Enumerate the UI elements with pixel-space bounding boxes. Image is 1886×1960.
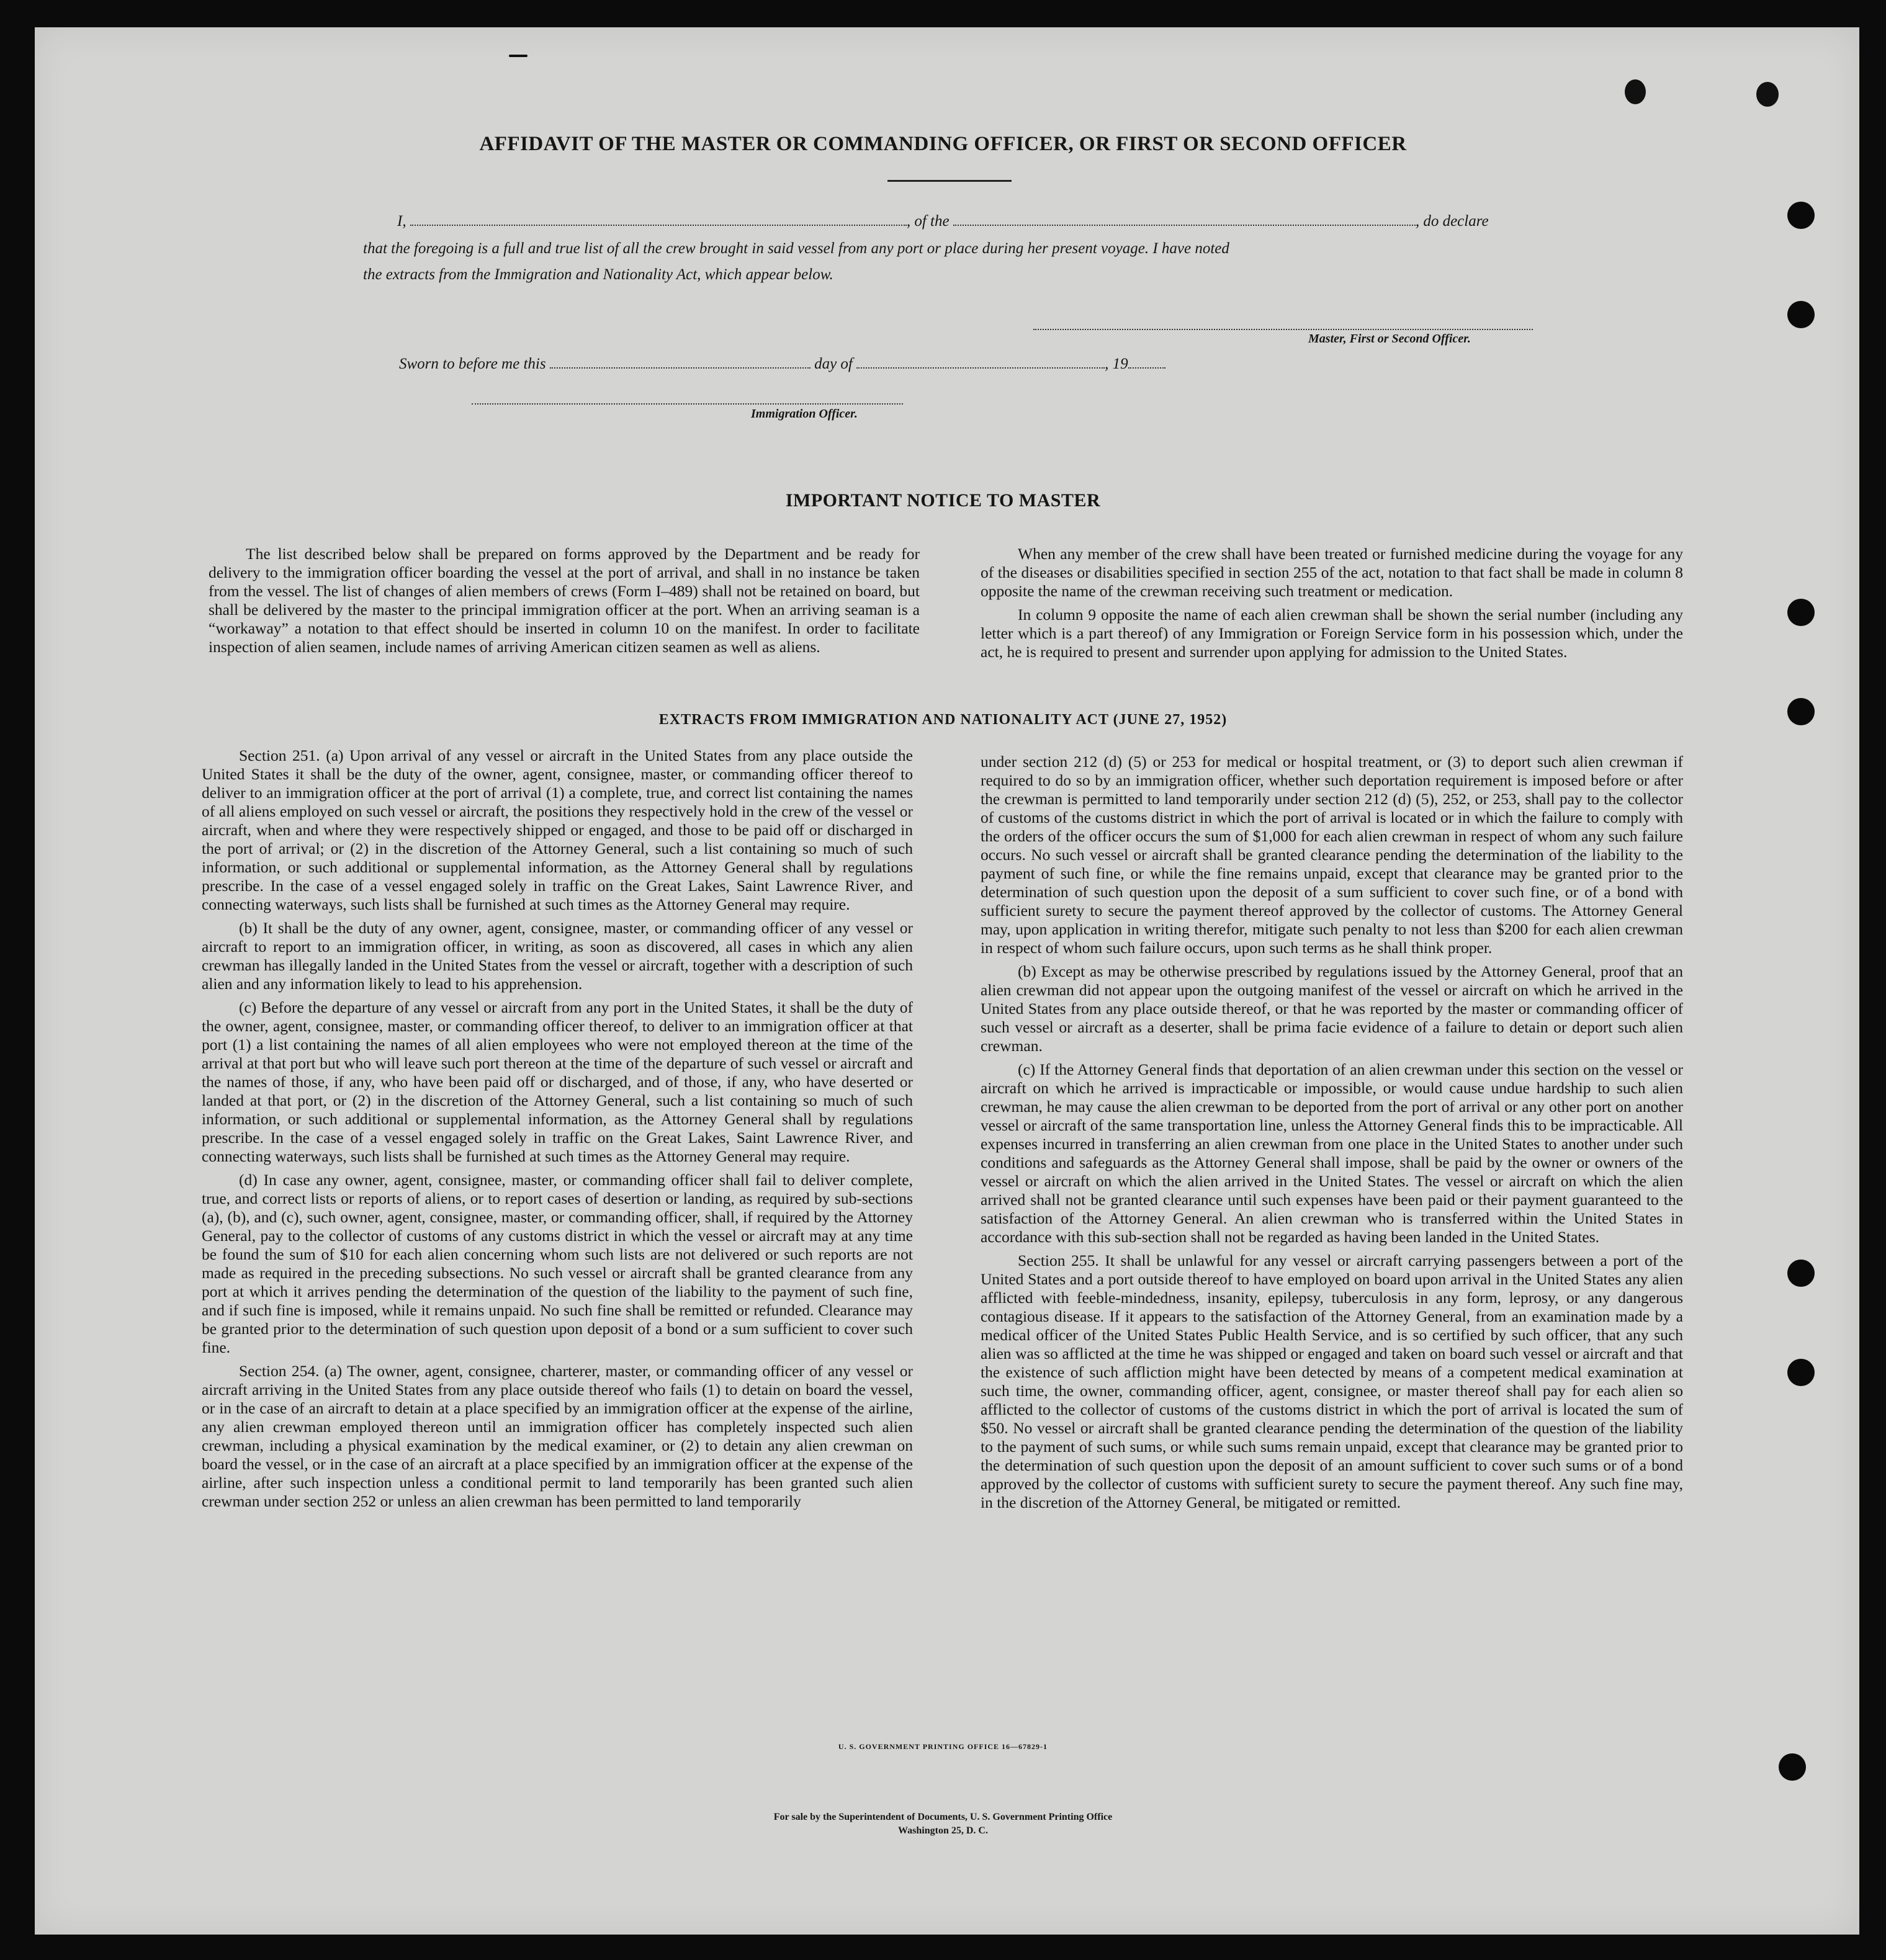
extracts-left-column <box>202 746 913 1516</box>
declaration-declare: , do declare <box>1415 213 1489 230</box>
sworn-text: Sworn to before me this <box>399 356 546 372</box>
master-signature-line[interactable] <box>1033 329 1533 330</box>
immigration-officer-signature-line[interactable] <box>472 403 903 405</box>
ink-mark <box>1625 79 1646 104</box>
name-blank[interactable] <box>410 213 907 226</box>
punch-hole <box>1787 202 1815 229</box>
master-signature-label: Master, First or Second Officer. <box>1308 332 1471 346</box>
declaration-line-1 <box>397 208 1576 235</box>
declaration-line-2: that the foregoing is a full and true list of all the crew brought in said vessel from any port or place during her present voyage. I have noted <box>363 240 1229 257</box>
notice-paragraph: The list described below shall be prepared on forms approved by the Department and be ready for delivery to the immigration officer boarding the vessel at the port of arrival, and shall in no instance be taken from the vessel. The list of changes of alien members of crews (Form I–489) shall not be retained on board, but shall be delivered by the master to the principal immigration officer at the port. When an arriving seaman is a “workaway” a notation to that effect should be inserted in column 10 on the manifest. In order to facilitate inspection of alien seamen, include names of arriving American citizen seamen as well as aliens. <box>209 545 920 656</box>
section-paragraph: (c) Before the departure of any vessel or aircraft from any port in the United States, it shall be the duty of the owner, agent, consignee, master, or commanding officer thereof, to deliver to an immigration officer at that port (1) a list containing the names of all alien employees who were not employed thereon at the time of the arrival at that port but who will leave such port thereon at the time of the departure of such vessel or aircraft and the names of those, if any, who have been paid off or discharged, and of those, if any, who have deserted or landed at that port, or (2) in the discretion of the Attorney General, such a list containing so much of such information, or such additional or supplemental information, as the Attorney General shall by regulations prescribe. In the case of a vessel engaged solely in traffic on the Great Lakes, Saint Lawrence River, and connecting waterways, such lists shall be furnished at such times as the Attorney General may require. <box>202 998 913 1165</box>
declaration-i: I, <box>397 213 406 230</box>
section-paragraph: under section 212 (d) (5) or 253 for medical or hospital treatment, or (3) to deport such alien crewman if required to do so by an immigration officer, whether such deportation requirement is imposed before or after the crewman is permitted to land temporarily under section 212 (d) (5), 252, or 253, shall pay to the collector of customs of the customs district in which the port of arrival is located or in which the failure to comply with the orders of the officer occurs the sum of $1,000 for each alien crewman in respect of whom any such failure occurs. No such vessel or aircraft shall be granted clearance pending the determination of the liability to the payment of such fine, or while the fine remains unpaid, except that clearance may be granted prior to the determination of such question upon the deposit of a sum sufficient to cover such fine, or of a bond with sufficient surety to secure the payment thereof approved by the collector of customs. The Attorney General may, upon application in writing therefor, mitigate such penalty to not less than $200 for each alien crewman in respect of whom such failure occurs, upon such terms as he shall think proper. <box>981 753 1683 957</box>
section-paragraph: Section 254. (a) The owner, agent, consignee, charterer, master, or commanding officer of any vessel or aircraft arriving in the United States from any place outside thereof who fails (1) to detain on board the vessel, or in the case of an aircraft to detain at a place specified by an immigration officer at the expense of the airline, any alien crewman employed thereon until an immigration officer has completely inspected such alien crewman, including a physical examination by the medical examiner, or (2) to detain any alien crewman on board the vessel, or in the case of an aircraft at a place specified by an immigration officer at the expense of the airline, after such inspection unless a conditional permit to land temporarily has been granted such alien crewman under section 252 or unless an alien crewman has been permitted to land temporarily <box>202 1362 913 1510</box>
notice-right-column <box>981 545 1683 666</box>
section-paragraph: (b) Except as may be otherwise prescribed by regulations issued by the Attorney General, proof that an alien crewman did not appear upon the outgoing manifest of the vessel or aircraft on which he arrived in the United States from any place outside thereof, or that he was reported by the master or commanding officer of such vessel or aircraft as a deserter, shall be prima facie evidence of a failure to detain or deport such alien crewman. <box>981 962 1683 1055</box>
section-paragraph: (c) If the Attorney General finds that deportation of an alien crewman under this section on the vessel or aircraft on which he arrived is impracticable or impossible, or would cause undue hardship to such alien crewman, he may cause the alien crewman to be deported from the port of arrival or any other port on another vessel or aircraft of the same transportation line, unless the Attorney General finds this to be impracticable. All expenses incurred in transferring an alien crewman from one place in the United States to another under such conditions and safeguards as the Attorney General shall impose, shall be paid by the owner or owners of the vessel or aircraft on which the alien arrived in the United States. The vessel or aircraft on which the alien arrived shall not be granted clearance until such expenses have been paid or their payment guaranteed to the satisfaction of the Attorney General. An alien crewman who is transferred within the United States in accordance with this sub-section shall not be regarded as having been landed in the United States. <box>981 1060 1683 1246</box>
section-paragraph: Section 255. It shall be unlawful for any vessel or aircraft carrying passengers between a port of the United States and a port outside thereof to have employed on board upon arrival in the United States any alien afflicted with feeble-mindedness, insanity, epilepsy, tuberculosis in any form, leprosy, or any dangerous contagious disease. If it appears to the satisfaction of the Attorney General, from an examination made by a medical officer of the United States Public Health Service, and is so certified by such officer, that any such alien was so afflicted at the time he was shipped or engaged and taken on board such vessel or aircraft and that the existence of such affliction might have been detected by means of a competent medical examination at such time, the owner, commanding officer, agent, consignee, or master thereof shall pay for each alien so afflicted to the collector of customs of the customs district in which the port of arrival is located the sum of $50. No vessel or aircraft shall be granted clearance pending the determination of the question of the liability to the payment of such sums, or while such sums remain unpaid, except that clearance may be granted prior to the determination of such question upon the deposit of an amount sufficient to cover such sums or of a bond approved by the collector of customs with sufficient surety to secure the payment thereof. Any such fine may, in the discretion of the Attorney General, be mitigated or remitted. <box>981 1251 1683 1511</box>
declaration-of: , of the <box>906 213 950 230</box>
sale-line-1: For sale by the Superintendent of Documents, U. S. Government Printing Office <box>773 1812 1113 1822</box>
section-paragraph: (b) It shall be the duty of any owner, agent, consignee, master, or commanding officer of any vessel or aircraft to report to an immigration officer, in writing, as soon as discovered, all cases in which any alien crewman has illegally landed in the United States from the vessel or aircraft, together with a description of such alien and any information likely to lead to his apprehension. <box>202 919 913 993</box>
sworn-day-blank[interactable] <box>550 356 811 369</box>
section-paragraph: (d) In case any owner, agent, consignee, master, or commanding officer shall fail to deliver complete, true, and correct lists or reports of aliens, or to report cases of desertion or landing, as required by sub-sections (a), (b), and (c), such owner, agent, consignee, master, or commanding officer, shall, if required by the Attorney General, pay to the collector of customs of any customs district in which the vessel or aircraft may at any time be found the sum of $10 for each alien concerning whom such lists are not delivered or such reports are not made as required in the preceding subsections. No such vessel or aircraft shall be granted clearance from any port at which it arrives pending the determination of the question of the liability to the payment of such fine, and if such fine is imposed, while it remains unpaid. No such fine shall be remitted or refunded. Clearance may be granted prior to the determination of such question upon deposit of a bond or a sum sufficient to cover such fine. <box>202 1171 913 1356</box>
notice-title: IMPORTANT NOTICE TO MASTER <box>785 490 1101 511</box>
punch-hole <box>1787 1260 1815 1287</box>
notice-paragraph: In column 9 opposite the name of each alien crewman shall be shown the serial number (including any letter which is a part thereof) of any Immigration or Foreign Service form in his possession which, under the act, he is required to present and surrender upon applying for admission to the United States. <box>981 606 1683 661</box>
notice-paragraph: When any member of the crew shall have been treated or furnished medicine during the voyage for any of the diseases or disabilities specified in section 255 of the act, notation to that fact shall be made in column 8 opposite the name of the crewman receiving such treatment or medication. <box>981 545 1683 600</box>
sworn-month-blank[interactable] <box>856 356 1105 369</box>
title-rule <box>887 180 1012 182</box>
punch-hole <box>1787 599 1815 626</box>
ink-mark <box>1756 82 1779 107</box>
declaration-line-3: the extracts from the Immigration and Nationality Act, which appear below. <box>363 266 833 283</box>
sworn-year-blank[interactable] <box>1128 356 1165 369</box>
sale-notice <box>0 1810 1886 1838</box>
punch-hole <box>1787 301 1815 328</box>
vessel-blank[interactable] <box>953 213 1416 226</box>
punch-hole <box>1787 1359 1815 1386</box>
notice-left-column <box>209 545 920 661</box>
sale-line-2: Washington 25, D. C. <box>898 1825 988 1836</box>
punch-hole <box>1779 1753 1806 1781</box>
extracts-right-column <box>981 753 1683 1517</box>
sworn-line <box>399 351 1578 377</box>
immigration-officer-label: Immigration Officer. <box>751 407 858 421</box>
affidavit-title: AFFIDAVIT OF THE MASTER OR COMMANDING OFFICER, OR FIRST OR SECOND OFFICER <box>479 133 1407 155</box>
section-paragraph: Section 251. (a) Upon arrival of any vessel or aircraft in the United States from any place outside the United States it shall be the duty of the owner, agent, consignee, master, or commanding officer thereof to deliver to an immigration officer at the port of arrival (1) a complete, true, and correct list containing the names of all aliens employed on such vessel or aircraft, the positions they respectively hold in the crew of the vessel or aircraft, when and where they were respectively shipped or engaged, and those to be paid off or discharged in the port of arrival; or (2) in the discretion of the Attorney General, such a list containing so much of such information, or such additional or supplemental information, as the Attorney General shall by regulations prescribe. In the case of a vessel engaged solely in traffic on the Great Lakes, Saint Lawrence River, and connecting waterways, such lists shall be furnished at such times as the Attorney General may require. <box>202 746 913 913</box>
ink-mark <box>509 55 528 57</box>
extracts-title: EXTRACTS FROM IMMIGRATION AND NATIONALITY ACT (JUNE 27, 1952) <box>658 712 1228 728</box>
day-of-text: day of <box>814 356 853 372</box>
printing-office-line: U. S. GOVERNMENT PRINTING OFFICE 16—67829-1 <box>838 1742 1048 1751</box>
year-text: , 19 <box>1105 356 1128 372</box>
